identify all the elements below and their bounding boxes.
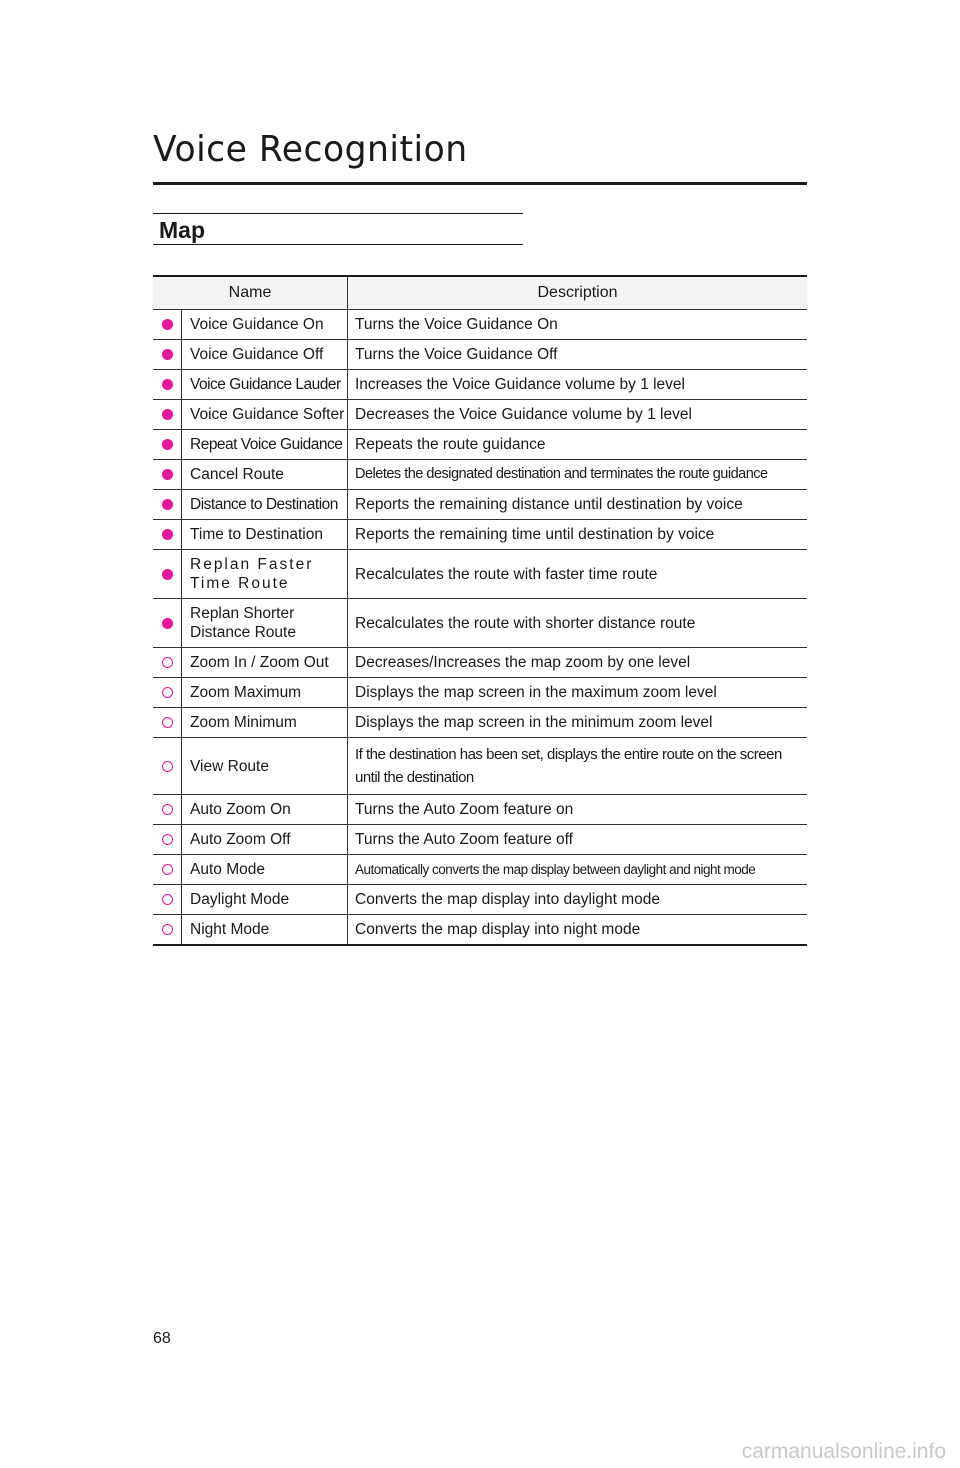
command-description: Decreases the Voice Guidance volume by 1 level (348, 400, 808, 430)
table-row (153, 460, 807, 490)
command-name: Replan Shorter Distance Route (182, 599, 348, 648)
hollow-dot-icon (162, 761, 173, 772)
title-rule (153, 182, 807, 185)
table-row (153, 550, 807, 599)
command-name: Time to Destination (182, 520, 348, 550)
table-row (153, 310, 807, 340)
command-description: Converts the map display into daylight mode (348, 885, 808, 915)
command-name: Zoom In / Zoom Out (182, 648, 348, 678)
command-name: Voice Guidance Off (182, 340, 348, 370)
command-name: Voice Guidance Softer (182, 400, 348, 430)
filled-dot-icon (162, 349, 173, 360)
command-name: Repeat Voice Guidance (182, 430, 348, 460)
voice-command-table (153, 275, 807, 946)
hollow-dot-icon (162, 717, 173, 728)
table-row (153, 795, 807, 825)
filled-dot-icon (162, 379, 173, 390)
table-row (153, 825, 807, 855)
hollow-dot-icon (162, 924, 173, 935)
command-name: Auto Mode (182, 855, 348, 885)
command-name: Zoom Minimum (182, 708, 348, 738)
hollow-dot-icon (162, 657, 173, 668)
command-name: Auto Zoom Off (182, 825, 348, 855)
table-row (153, 738, 807, 795)
command-name: Zoom Maximum (182, 678, 348, 708)
filled-dot-icon (162, 319, 173, 330)
section-title: Map (159, 217, 205, 243)
command-description: Turns the Voice Guidance On (348, 310, 808, 340)
page-title: Voice Recognition (153, 129, 468, 170)
command-description: Turns the Auto Zoom feature on (348, 795, 808, 825)
filled-dot-icon (162, 618, 173, 629)
hollow-dot-icon (162, 804, 173, 815)
command-description: Increases the Voice Guidance volume by 1 level (348, 370, 808, 400)
filled-dot-icon (162, 439, 173, 450)
table-row (153, 340, 807, 370)
table-row (153, 678, 807, 708)
command-description: Recalculates the route with faster time route (348, 550, 808, 599)
command-description: Automatically converts the map display between daylight and night mode (348, 855, 808, 885)
hollow-dot-icon (162, 894, 173, 905)
table-row (153, 490, 807, 520)
command-description: Displays the map screen in the minimum zoom level (348, 708, 808, 738)
table-row (153, 520, 807, 550)
page-number: 68 (153, 1330, 171, 1347)
command-description: Displays the map screen in the maximum zoom level (348, 678, 808, 708)
command-name: Cancel Route (182, 460, 348, 490)
hollow-dot-icon (162, 864, 173, 875)
command-name: Distance to Destination (182, 490, 348, 520)
command-name: Voice Guidance On (182, 310, 348, 340)
filled-dot-icon (162, 409, 173, 420)
command-description: Converts the map display into night mode (355, 921, 641, 938)
command-name: View Route (182, 738, 348, 795)
hollow-dot-icon (162, 834, 173, 845)
table-row (153, 370, 807, 400)
command-name: Night Mode (182, 915, 348, 946)
section-heading (153, 213, 523, 245)
filled-dot-icon (162, 569, 173, 580)
watermark: carmanualsonline.info (741, 1440, 946, 1463)
command-name: Auto Zoom On (182, 795, 348, 825)
hollow-dot-icon (162, 687, 173, 698)
command-description: Deletes the designated destination and terminates the route guidance (348, 460, 808, 490)
table-row (153, 915, 807, 946)
command-description: Turns the Auto Zoom feature off (348, 825, 808, 855)
command-name: Replan Faster Time Route (182, 550, 348, 599)
table-row (153, 708, 807, 738)
table-row (153, 400, 807, 430)
filled-dot-icon (162, 499, 173, 510)
table-row (153, 430, 807, 460)
description-column-header: Description (348, 276, 808, 310)
table-header-row (153, 276, 807, 310)
command-description: Decreases/Increases the map zoom by one level (348, 648, 808, 678)
command-description: Reports the remaining time until destination by voice (348, 520, 808, 550)
table-row (153, 855, 807, 885)
name-column-header: Name (153, 276, 348, 310)
command-name: Daylight Mode (182, 885, 348, 915)
filled-dot-icon (162, 529, 173, 540)
filled-dot-icon (162, 469, 173, 480)
table-row (153, 885, 807, 915)
command-description: Reports the remaining distance until destination by voice (348, 490, 808, 520)
command-description: Recalculates the route with shorter distance route (348, 599, 808, 648)
command-description: Repeats the route guidance (348, 430, 808, 460)
command-description: Turns the Voice Guidance Off (348, 340, 808, 370)
table-row (153, 599, 807, 648)
command-name: Voice Guidance Lauder (182, 370, 348, 400)
command-description: If the destination has been set, displays the entire route on the screen until the destination (348, 738, 808, 795)
table-row (153, 648, 807, 678)
